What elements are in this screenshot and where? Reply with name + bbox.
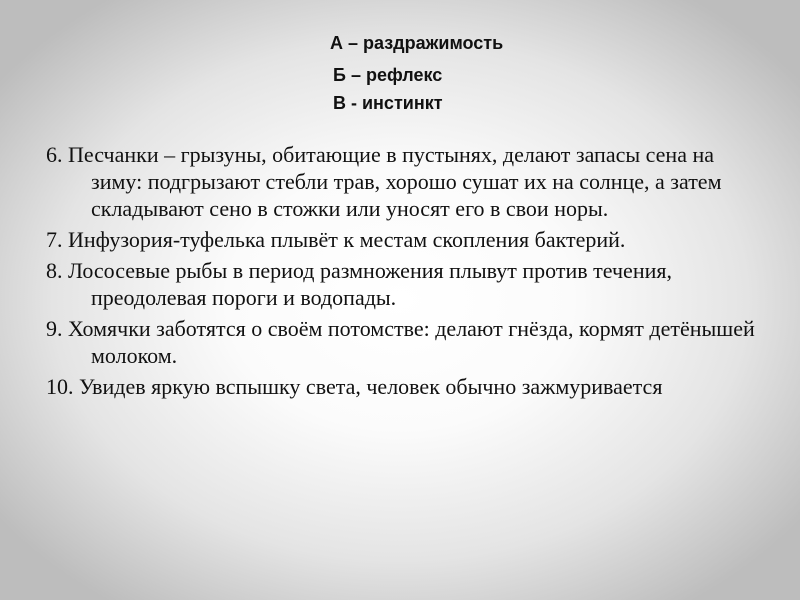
question-item-9: 9. Хомячки заботятся о своём потомстве: делают гнёзда, кормят детёнышей молоком. xyxy=(46,316,755,368)
question-item-8: 8. Лососевые рыбы в период размножения плывут против течения, преодолевая пороги и водопады. xyxy=(46,258,672,310)
question-item-7: 7. Инфузория-туфелька плывёт к местам скопления бактерий. xyxy=(46,227,626,252)
legend-item-c: В - инстинкт xyxy=(333,93,443,113)
legend-item-b: Б – рефлекс xyxy=(333,65,443,85)
legend-item-a: А – раздражимость xyxy=(330,33,504,53)
question-item-6: 6. Песчанки – грызуны, обитающие в пустынях, делают запасы сена на зиму: подгрызают стебли трав, хорошо сушат их на солнце, а затем складывают сено в стожки или уносят его в свои норы. xyxy=(46,142,722,221)
question-item-10: 10. Увидев яркую вспышку света, человек обычно зажмуривается xyxy=(46,374,663,399)
question-list xyxy=(46,141,766,404)
